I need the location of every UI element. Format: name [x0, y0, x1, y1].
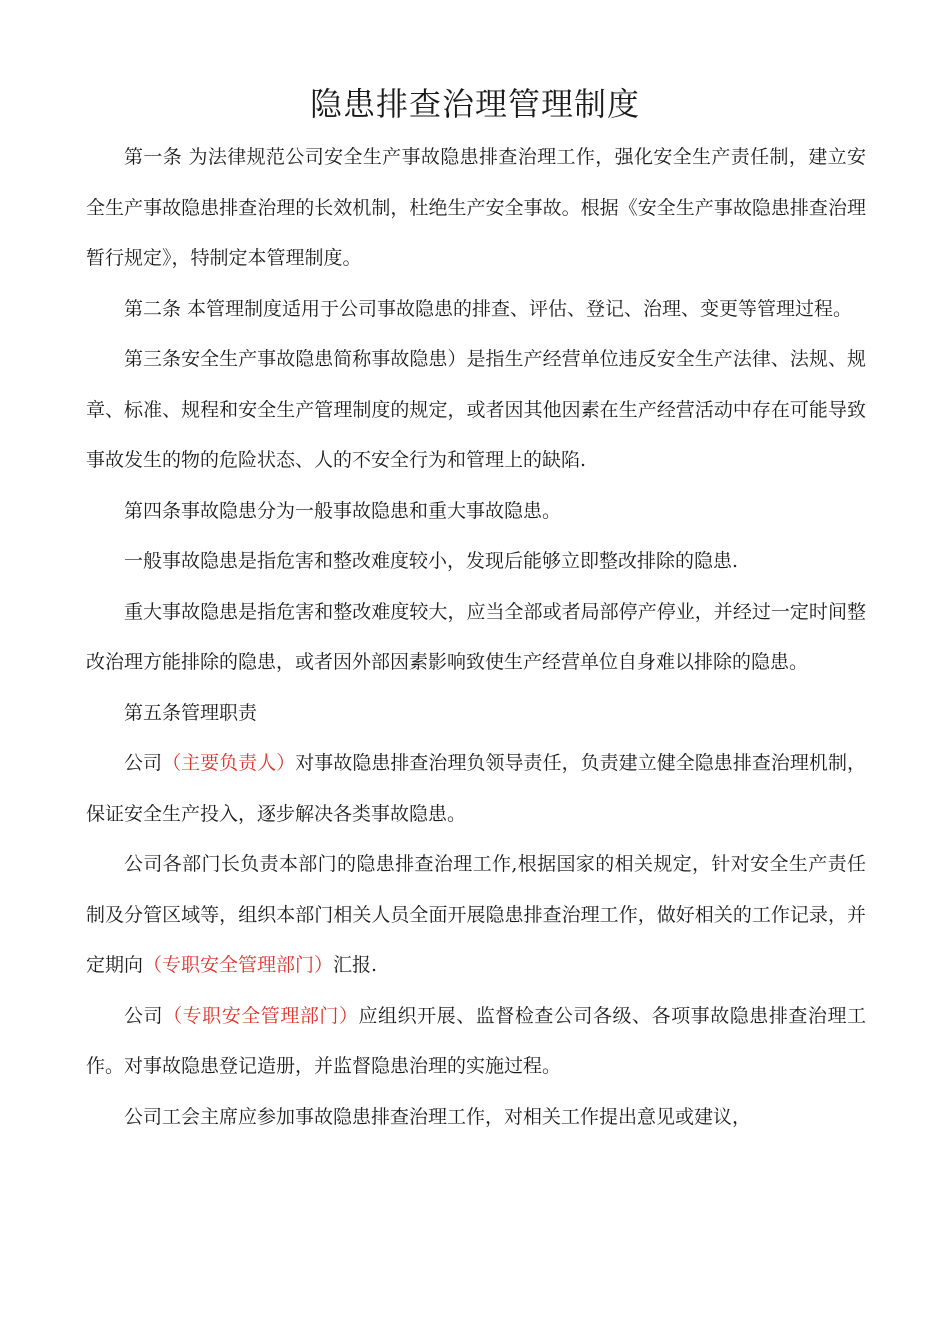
paragraph: [86, 1092, 866, 1143]
document-body: [86, 132, 866, 1142]
paragraph-text: 一般事故隐患是指危害和整改难度较小，发现后能够立即整改排除的隐患.: [124, 550, 739, 572]
paragraph-text: 汇报.: [333, 954, 378, 976]
paragraph-text: 重大事故隐患是指危害和整改难度较大，应当全部或者局部停产停业，并经过一定时间整改治理方能排除的隐患，或者因外部因素影响致使生产经营单位自身难以排除的隐患。: [86, 600, 866, 673]
paragraph: [86, 839, 866, 991]
paragraph-text: 公司工会主席应参加事故隐患排查治理工作，对相关工作提出意见或建议，: [124, 1105, 752, 1128]
paragraph: [86, 132, 866, 284]
paragraph-text: 公司: [124, 1004, 164, 1027]
paragraph-text: 第四条事故隐患分为一般事故隐患和重大事故隐患。: [124, 499, 562, 522]
paragraph: [86, 587, 866, 688]
paragraph-text: 对事故隐患排查治理负领导责任，负责建立健全隐患排查治理机制，保证安全生产投入，逐步解决各类事故隐患。: [86, 752, 866, 825]
paragraph-text: 第一条 为法律规范公司安全生产事故隐患排查治理工作，强化安全生产责任制，建立安全生产事故隐患排查治理的长效机制，杜绝生产安全事故。根据《安全生产事故隐患排查治理暂行规定》，特制定本管理制度。: [86, 146, 866, 269]
paragraph: [86, 991, 866, 1092]
highlighted-text: （专职安全管理部门）: [143, 954, 334, 976]
paragraph: [86, 486, 866, 537]
paragraph: [86, 536, 866, 587]
paragraph: [86, 334, 866, 486]
document-title: 隐患排查治理管理制度: [309, 85, 640, 123]
paragraph: [86, 688, 866, 739]
highlighted-text: （主要负责人）: [162, 752, 296, 774]
paragraph: [86, 284, 866, 335]
paragraph-text: 应组织开展、监督检查公司各级、各项事故隐患排查治理工作。对事故隐患登记造册，并监督隐患治理的实施过程。: [86, 1004, 866, 1077]
paragraph-text: 公司各部门长负责本部门的隐患排查治理工作,根据国家的相关规定，针对安全生产责任制及分管区域等，组织本部门相关人员全面开展隐患排查治理工作，做好相关的工作记录，并定期向: [86, 853, 866, 976]
paragraph-text: 第三条安全生产事故隐患简称事故隐患）是指生产经营单位违反安全生产法律、法规、规章、标准、规程和安全生产管理制度的规定，或者因其他因素在生产经营活动中存在可能导致事故发生的物的危险状态、人的不安全行为和管理上的缺陷.: [86, 348, 866, 471]
paragraph-text: 第五条管理职责: [124, 701, 258, 724]
paragraph: [86, 738, 866, 839]
paragraph-text: 公司: [124, 752, 163, 774]
paragraph-text: 第二条 本管理制度适用于公司事故隐患的排查、评估、登记、治理、变更等管理过程。: [124, 297, 853, 320]
highlighted-text: （专职安全管理部门）: [163, 1004, 359, 1027]
